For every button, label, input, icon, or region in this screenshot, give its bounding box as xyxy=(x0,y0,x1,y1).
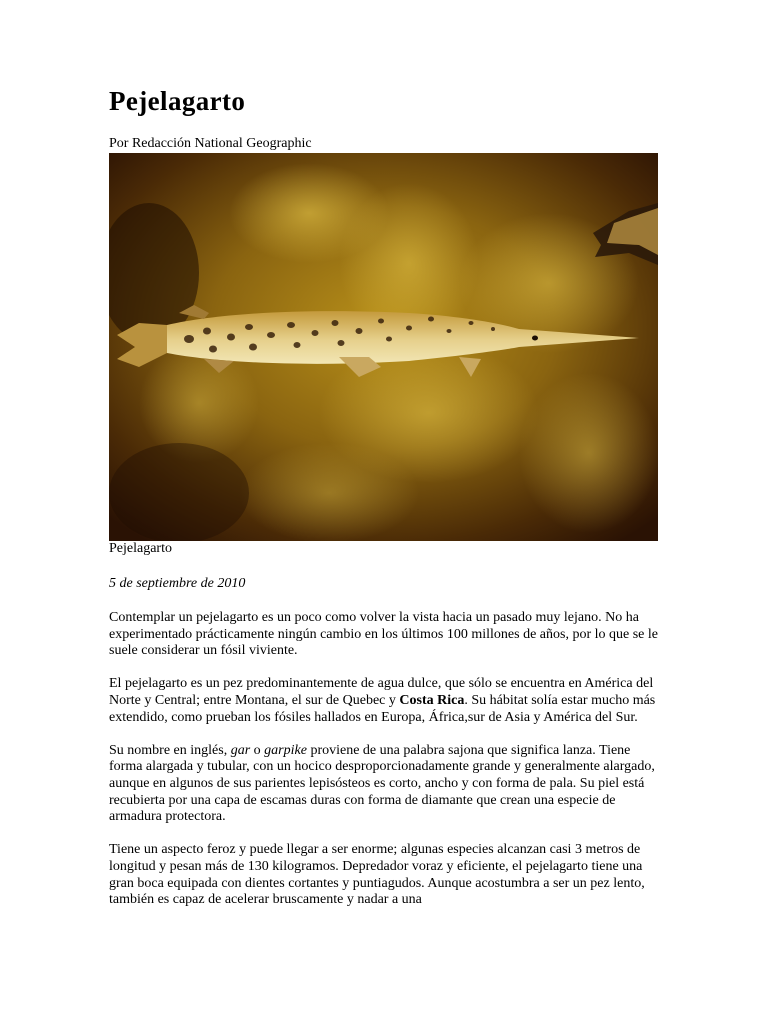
paragraph-3-text-a: Su nombre en inglés, xyxy=(109,742,231,758)
paragraph-2 xyxy=(109,676,661,726)
paragraph-2-text-c: . Su hábitat solía estar mucho más extendido, como prueban los fósiles hallados en Europa, África,sur de Asia y América del Sur. xyxy=(109,692,656,725)
article-title: Pejelagarto xyxy=(109,86,246,116)
paragraph-1: Contemplar un pejelagarto es un poco como volver la vista hacia un pasado muy lejano. No ha experimentado prácticamente ningún cambio en los últimos 100 millones de años, por lo que se le suele considerar un fósil viviente. xyxy=(109,610,658,659)
paragraph-3 xyxy=(109,743,661,826)
paragraph-3-text-c: o xyxy=(250,742,265,758)
gar-fish-photo xyxy=(109,153,658,541)
article-body xyxy=(109,610,661,925)
term-gar: gar xyxy=(230,742,251,758)
article-byline: Por Redacción National Geographic xyxy=(109,136,312,151)
costa-rica-link-text: Costa Rica xyxy=(399,692,465,708)
term-garpike: garpike xyxy=(264,742,307,758)
paragraph-3-text-e: proviene de una palabra sajona que significa lanza. Tiene forma alargada y tubular, con un hocico desproporcionadamente grande y generalmente alargado, aunque en algunos de sus parientes lepisósteos es corto, ancho y con forma de pala. Su piel está recubierta por una capa de escamas duras con forma de diamante que crean una especie de armadura protectora. xyxy=(109,742,655,825)
paragraph-2-text-a: El pejelagarto es un pez predominantemente de agua dulce, que sólo se encuentra en América del Norte y Central; entre Montana, el sur de Quebec y xyxy=(109,676,654,708)
article-date: 5 de septiembre de 2010 xyxy=(109,576,246,591)
image-caption: Pejelagarto xyxy=(109,541,172,556)
paragraph-4: Tiene un aspecto feroz y puede llegar a ser enorme; algunas especies alcanzan casi 3 metros de longitud y pesan más de 130 kilogramos. Depredador voraz y eficiente, el pejelagarto tiene una gran boca equipada con dientes cortantes y puntiagudos. Aunque acostumbra a ser un pez lento, también es capaz de acelerar bruscamente y nadar a una xyxy=(109,842,645,908)
